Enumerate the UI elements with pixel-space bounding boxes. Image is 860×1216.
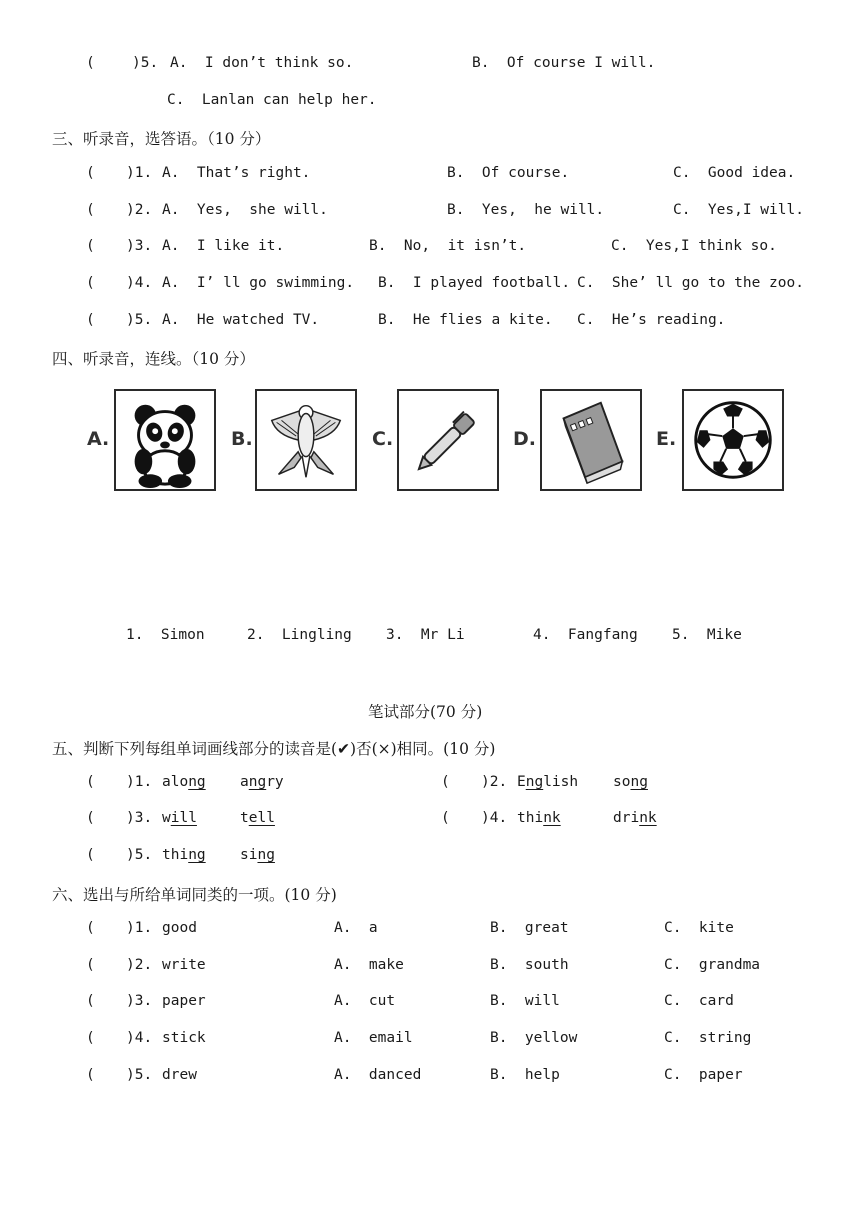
option-c: C. Lanlan can help her. [167,92,377,108]
underlined-part: ng [248,774,267,790]
word-part: thi [517,810,544,826]
option-a: A. a [334,920,378,936]
answer-paren[interactable]: ( [441,774,450,790]
underlined-part: ell [248,810,275,826]
underlined-part: ng [630,774,648,790]
picture-notebook [540,389,642,491]
word-part: E [517,774,526,790]
option-a: A. danced [334,1067,422,1083]
answer-paren[interactable]: ( [86,810,95,826]
question-number: )5. [132,55,159,71]
option-a: A. I like it. [162,238,285,254]
word [162,774,206,790]
question-number: )3. [126,810,153,826]
question-number: )1. [126,920,153,936]
option-c: C. card [664,993,734,1009]
answer-paren[interactable]: ( [86,920,95,936]
question-number: )2. [126,202,153,218]
underlined-part: ng [257,847,275,863]
question-number: )4. [126,1030,153,1046]
picture-kite [255,389,357,491]
given-word: stick [162,1030,206,1046]
underlined-part: nk [543,810,561,826]
word [162,810,197,826]
word-part: t [240,810,249,826]
person-name: 2. Lingling [247,627,352,643]
option-b: B. Yes, he will. [447,202,605,218]
option-b: B. Of course. [447,165,570,181]
section6-title: 六、选出与所给单词同类的一项。(10 分) [52,886,337,904]
answer-paren[interactable]: ( [86,774,95,790]
option-b: B. No, it isn’t. [369,238,527,254]
option-b: B. Of course I will. [472,55,656,71]
notebook-icon [542,391,640,489]
option-a: A. He watched TV. [162,312,320,328]
option-c: C. string [664,1030,752,1046]
word [613,774,648,790]
word [240,774,284,790]
word-part: si [240,847,258,863]
answer-paren[interactable]: ( [86,165,95,181]
section5-title: 五、判断下列每组单词画线部分的读音是(✔)否(×)相同。(10 分) [52,740,496,758]
word [162,847,206,863]
question-number: )5. [126,1067,153,1083]
option-c: C. He’s reading. [577,312,726,328]
word [240,810,275,826]
section4-title: 四、听录音，连线。（10 分） [52,350,255,368]
given-word: drew [162,1067,197,1083]
football-icon [684,391,782,489]
option-a: A. Yes, she will. [162,202,328,218]
answer-paren[interactable]: ( [86,847,95,863]
question-number: )4. [126,275,153,291]
word-part: alo [162,774,189,790]
picture-letter: D. [513,428,536,450]
underlined-part: ng [188,847,206,863]
question-number: )3. [126,238,153,254]
option-b: B. will [490,993,560,1009]
option-c: C. grandma [664,957,761,973]
given-word: write [162,957,206,973]
picture-letter: C. [372,428,394,450]
picture-pen [397,389,499,491]
option-c: C. paper [664,1067,743,1083]
underlined-part: ng [188,774,206,790]
question-number: )2. [481,774,508,790]
option-b: B. I played football. [378,275,571,291]
picture-panda [114,389,216,491]
picture-letter: A. [87,428,110,450]
option-a: A. make [334,957,404,973]
word-part: thi [162,847,189,863]
answer-paren[interactable]: ( [86,1067,95,1083]
given-word: good [162,920,197,936]
panda-icon [116,391,214,489]
answer-paren[interactable]: ( [86,993,95,1009]
word-part: so [613,774,631,790]
word-part: a [240,774,249,790]
option-b: B. great [490,920,569,936]
person-name: 5. Mike [672,627,742,643]
option-c: C. kite [664,920,734,936]
word-part: dri [613,810,640,826]
kite-icon [257,391,355,489]
answer-paren[interactable]: ( [86,312,95,328]
word [517,774,578,790]
section3-title: 三、听录音，选答语。（10 分） [52,130,271,148]
word [240,847,275,863]
answer-paren[interactable]: ( [86,238,95,254]
word [613,810,657,826]
picture-football [682,389,784,491]
answer-paren[interactable]: ( [86,275,95,291]
word-part: ry [266,774,284,790]
word-part: w [162,810,171,826]
question-number: )5. [126,312,153,328]
question-number: )3. [126,993,153,1009]
answer-paren[interactable]: ( [441,810,450,826]
question-number: )4. [481,810,508,826]
question-number: )1. [126,165,153,181]
answer-paren[interactable]: ( [86,1030,95,1046]
given-word: paper [162,993,206,1009]
picture-letter: E. [656,428,677,450]
written-part-title: 笔试部分(70 分) [368,703,483,721]
option-a: A. cut [334,993,396,1009]
underlined-part: nk [639,810,657,826]
picture-letter: B. [231,428,253,450]
word-part: lish [543,774,579,790]
option-b: B. help [490,1067,560,1083]
option-c: C. Yes,I will. [673,202,804,218]
word [517,810,561,826]
option-a: A. email [334,1030,413,1046]
answer-paren[interactable]: ( [86,957,95,973]
option-b: B. He flies a kite. [378,312,553,328]
question-number: )1. [126,774,153,790]
option-c: C. Good idea. [673,165,796,181]
underlined-part: ill [170,810,197,826]
option-c: C. Yes,I think so. [611,238,777,254]
answer-paren[interactable]: ( [86,202,95,218]
underlined-part: ng [525,774,544,790]
option-b: B. yellow [490,1030,578,1046]
person-name: 1. Simon [126,627,205,643]
option-a: A. I’ ll go swimming. [162,275,355,291]
pen-icon [399,391,497,489]
option-c: C. She’ ll go to the zoo. [577,275,804,291]
option-b: B. south [490,957,569,973]
question-number: )2. [126,957,153,973]
option-a: A. I don’t think so. [170,55,354,71]
answer-paren[interactable]: ( [86,55,95,71]
person-name: 4. Fangfang [533,627,638,643]
option-a: A. That’s right. [162,165,311,181]
person-name: 3. Mr Li [386,627,465,643]
question-number: )5. [126,847,153,863]
